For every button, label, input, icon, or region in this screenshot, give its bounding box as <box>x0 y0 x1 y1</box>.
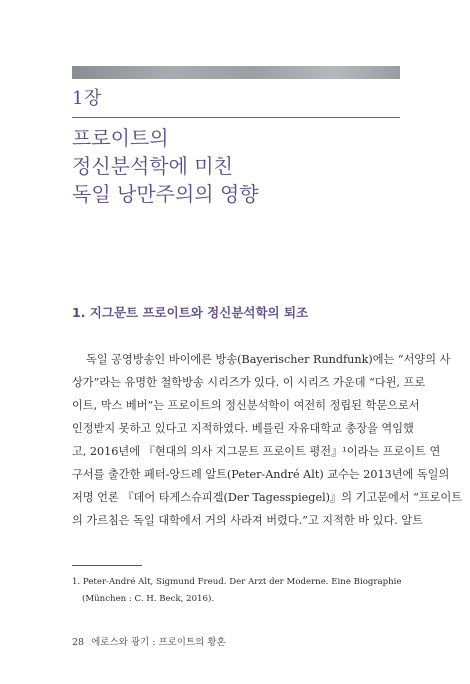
body-line: 고, 2016년에 『현대의 의사 지그문트 프로이트 평전』¹이라는 프로이트 연 <box>72 445 441 458</box>
footnote-line: 1. Peter-André Alt, Sigmund Freud. Der Arzt der Moderne. Eine Biographie <box>72 577 402 587</box>
chapter-title-line: 프로이트의 <box>72 126 169 150</box>
body-line: 의 가르침은 독일 대학에서 거의 사라져 버렸다.”고 지적한 바 있다. 알트 <box>72 514 423 527</box>
section-heading: 1. 지그문트 프로이트와 정신분석학의 퇴조 <box>72 305 309 320</box>
chapter-title-line: 정신분석학에 미친 <box>72 154 233 178</box>
footnote <box>72 574 408 608</box>
body-line: 이트, 막스 베버”는 프로이트의 정신분석학이 여전히 정립된 학문으로서 <box>72 399 420 412</box>
footnote-line: (München : C. H. Beck, 2016). <box>82 594 215 604</box>
page-number: 28 <box>72 637 85 648</box>
chapter-title-line: 독일 낭만주의의 영향 <box>72 182 259 206</box>
page-footer <box>72 634 230 648</box>
chapter-band <box>72 66 400 79</box>
body-line: 인정받지 못하고 있다고 지적하였다. 베를린 자유대학교 총장을 역임했 <box>72 422 414 435</box>
chapter-rule <box>72 117 400 118</box>
body-paragraph <box>72 348 463 532</box>
body-line: 독일 공영방송인 바이에른 방송(Bayerischer Rundfunk)에는 “서양의 사 <box>86 353 451 366</box>
chapter-title <box>72 124 400 208</box>
body-line: 저명 언론 『데어 타게스슈피겔(Der Tagesspiegel)』의 기고문에서 “프로이트 <box>72 491 463 504</box>
body-line: 상가”라는 유명한 철학방송 시리즈가 있다. 이 시리즈 가운데 “다윈, 프로 <box>72 376 426 389</box>
running-title: 에로스와 광기 : 프로이트의 황혼 <box>91 637 226 648</box>
footnote-rule <box>72 565 142 566</box>
chapter-label: 1장 <box>72 88 102 109</box>
body-line: 구서를 출간한 페터-앙드레 알트(Peter-André Alt) 교수는 2013년에 독일의 <box>72 468 450 481</box>
